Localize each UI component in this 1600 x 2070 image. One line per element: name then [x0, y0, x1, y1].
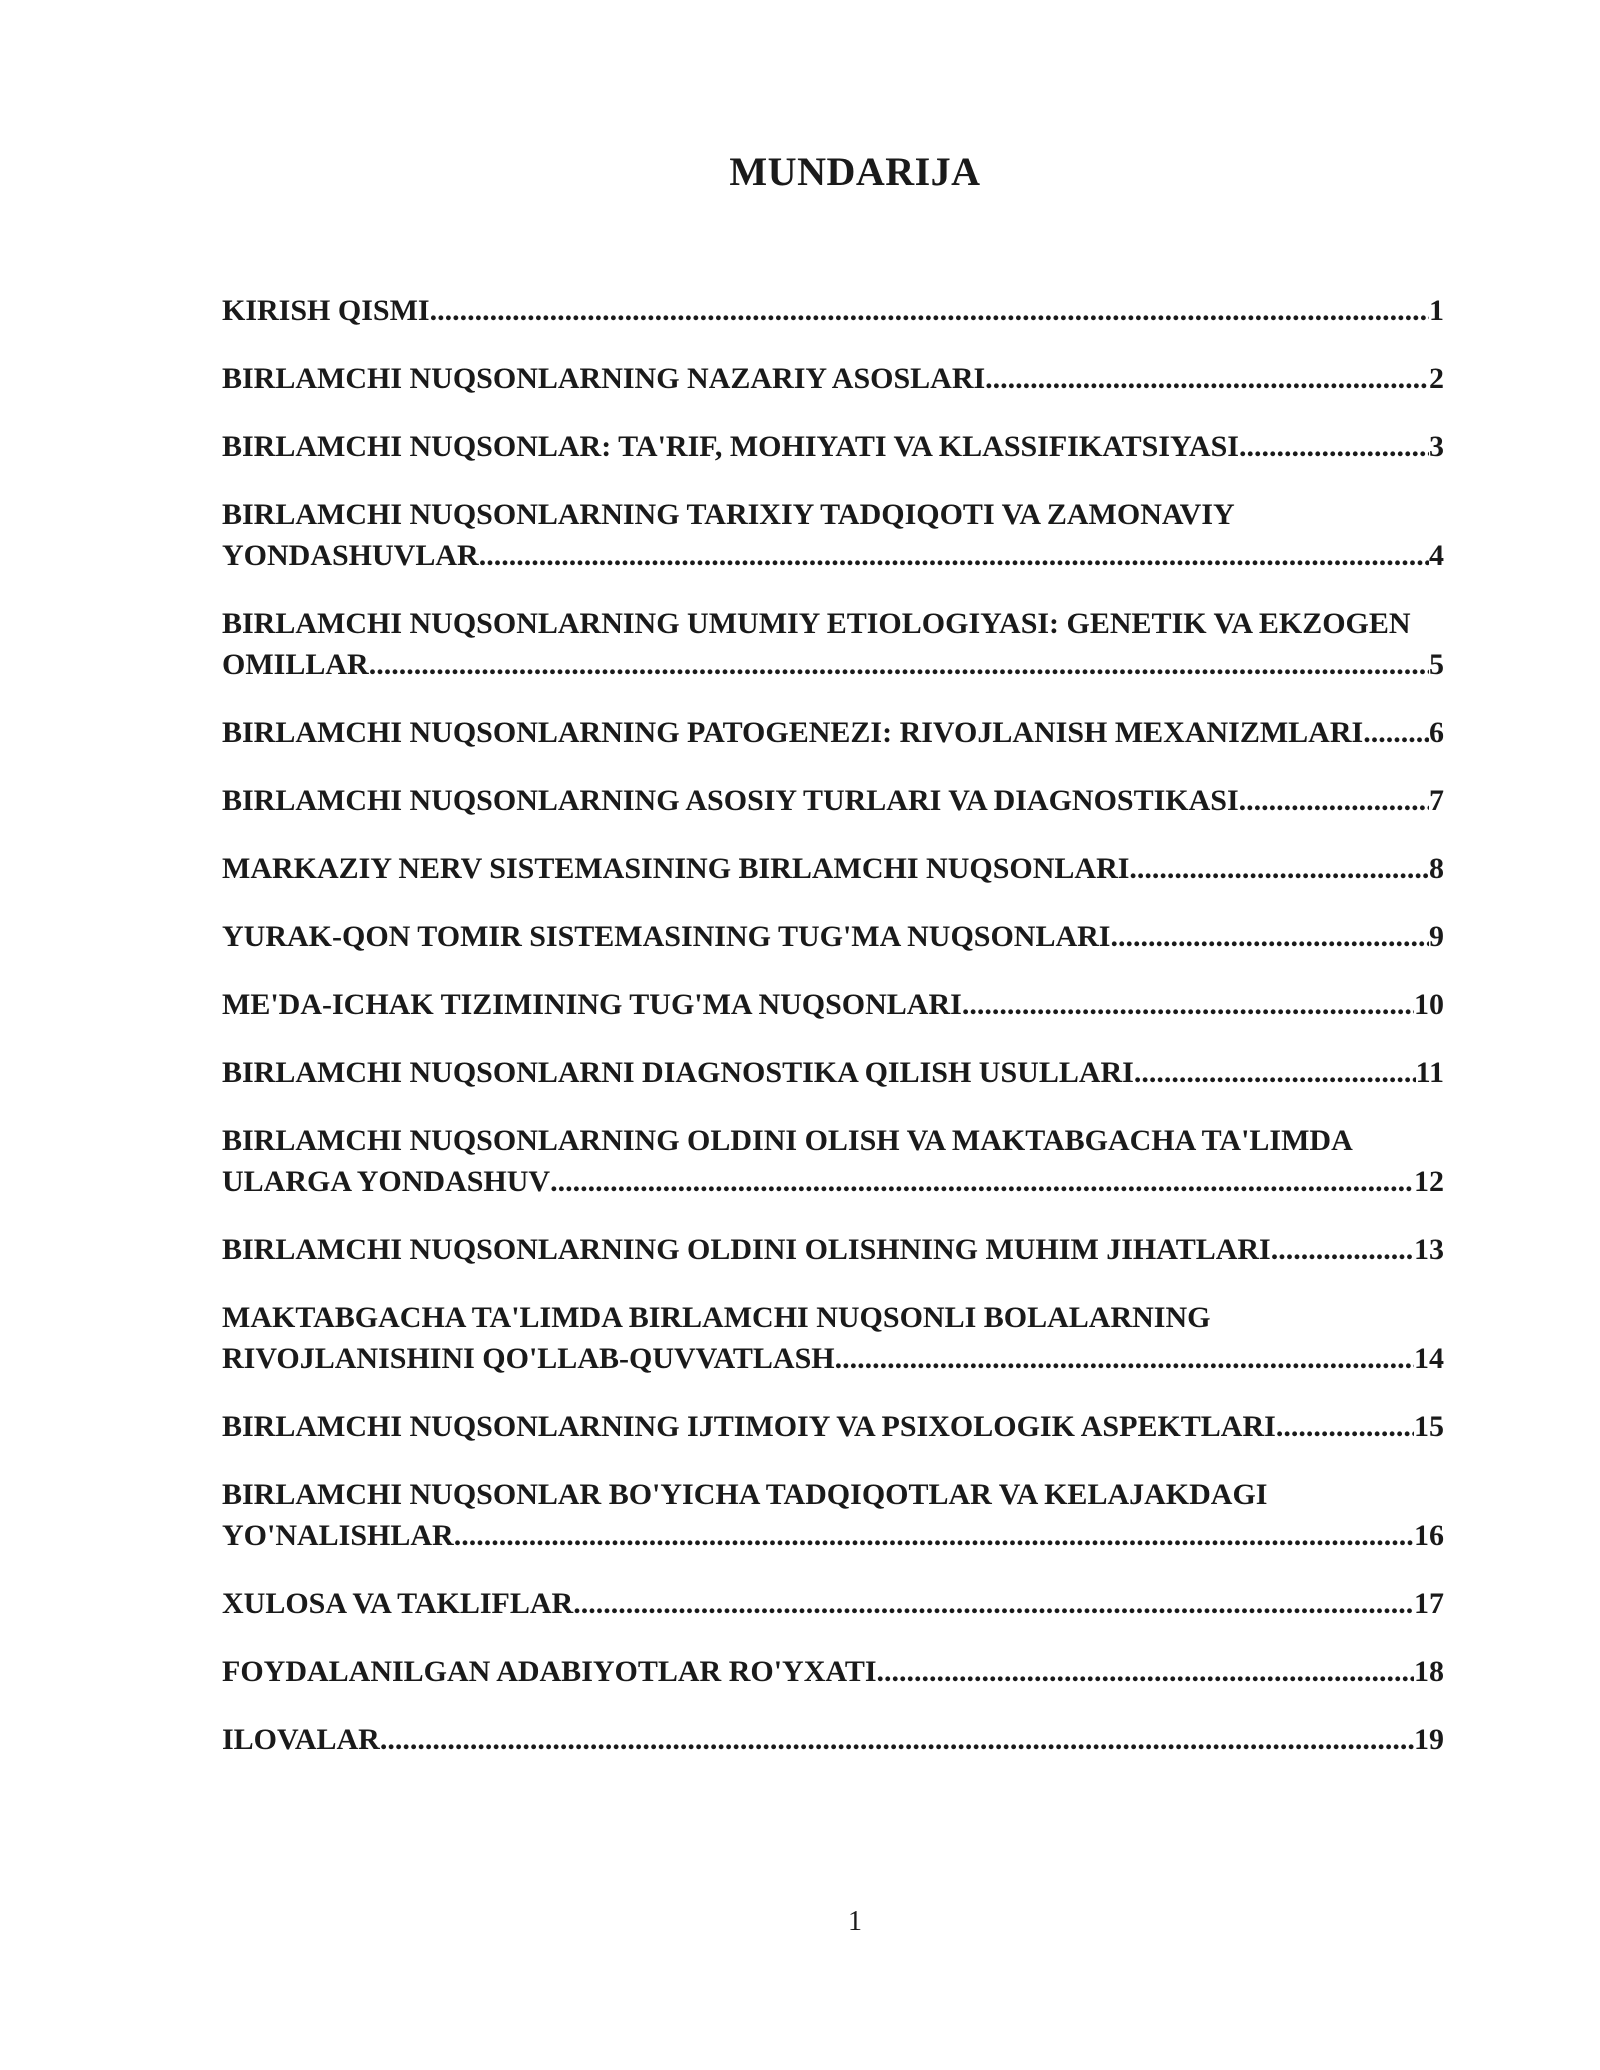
toc-entry-title-line1: BIRLAMCHI NUQSONLAR BO'YICHA TADQIQOTLAR VA KELAJAKDAGI [222, 1478, 1268, 1511]
toc-entry-page: 19 [1414, 1723, 1444, 1756]
toc-entry-page: 7 [1429, 784, 1444, 817]
toc-entry-line [222, 1719, 1444, 1760]
toc-leader-dots [550, 1161, 1414, 1202]
toc-entry-title: KIRISH QISMI [222, 294, 430, 327]
toc-entry-title: RIVOJLANISHINI QO'LLAB-QUVVATLASH [222, 1342, 835, 1375]
toc-entry-line [222, 780, 1444, 821]
toc-entry-page: 12 [1414, 1165, 1444, 1198]
toc-entry-title: MARKAZIY NERV SISTEMASINING BIRLAMCHI NUQSONLARI [222, 852, 1130, 885]
toc-entry[interactable] [222, 1052, 1442, 1093]
toc-entry[interactable] [222, 712, 1442, 753]
toc-entry[interactable] [222, 358, 1442, 399]
toc-entry-title: ILOVALAR [222, 1723, 380, 1756]
toc-entry-line [222, 916, 1444, 957]
toc-entry-line [222, 848, 1444, 889]
toc-entry[interactable] [222, 426, 1442, 467]
toc-entry-line [222, 1052, 1444, 1093]
toc-entry-title: ME'DA-ICHAK TIZIMINING TUG'MA NUQSONLARI [222, 988, 962, 1021]
toc-entry-line [222, 358, 1444, 399]
toc-entry-page: 14 [1414, 1342, 1444, 1375]
toc-leader-dots [1239, 780, 1429, 821]
toc-entry[interactable] [222, 1719, 1442, 1760]
toc-leader-dots [835, 1338, 1414, 1379]
toc-entry[interactable] [222, 1120, 1442, 1202]
toc-entry-page: 1 [1429, 294, 1444, 327]
toc-entry-title-line1: BIRLAMCHI NUQSONLARNING TARIXIY TADQIQOTI VA ZAMONAVIY [222, 498, 1235, 531]
toc-entry-page: 2 [1429, 362, 1444, 395]
toc-leader-dots [573, 1583, 1414, 1624]
toc-entry-line [222, 535, 1444, 576]
toc-entry[interactable] [222, 848, 1442, 889]
toc-entry[interactable] [222, 916, 1442, 957]
toc-entry-page: 10 [1414, 988, 1444, 1021]
toc-entry[interactable] [222, 1474, 1442, 1556]
toc-entry[interactable] [222, 1406, 1442, 1447]
toc-entry[interactable] [222, 290, 1442, 331]
toc-entry-title: BIRLAMCHI NUQSONLARNING IJTIMOIY VA PSIXOLOGIK ASPEKTLARI [222, 1410, 1276, 1443]
toc-entry-page: 8 [1429, 852, 1444, 885]
toc-entry-page: 4 [1429, 539, 1444, 572]
toc-entry-line [222, 712, 1444, 753]
toc-entry-line [222, 1515, 1444, 1556]
toc-entry-line [222, 290, 1444, 331]
toc-leader-dots [877, 1651, 1414, 1692]
toc-entry-line [222, 1651, 1444, 1692]
toc-entry-title-line1: MAKTABGACHA TA'LIMDA BIRLAMCHI NUQSONLI BOLALARNING [222, 1301, 1211, 1334]
toc-entry-page: 3 [1429, 430, 1444, 463]
toc-leader-dots [962, 984, 1414, 1025]
toc-entry-line [222, 1338, 1444, 1379]
toc-entry-title: BIRLAMCHI NUQSONLARNING NAZARIY ASOSLARI [222, 362, 986, 395]
toc-entry-title: YONDASHUVLAR [222, 539, 479, 572]
toc-leader-dots [1134, 1052, 1416, 1093]
toc-entry-title: BIRLAMCHI NUQSONLARNING OLDINI OLISHNING MUHIM JIHATLARI [222, 1233, 1271, 1266]
toc-entry-page: 16 [1414, 1519, 1444, 1552]
toc-entry-title: YURAK-QON TOMIR SISTEMASINING TUG'MA NUQSONLARI [222, 920, 1111, 953]
toc-leader-dots [454, 1515, 1414, 1556]
toc-entry-title-line1: BIRLAMCHI NUQSONLARNING UMUMIY ETIOLOGIYASI: GENETIK VA EKZOGEN [222, 607, 1411, 640]
toc-entry-line [222, 1161, 1444, 1202]
toc-entry-page: 18 [1414, 1655, 1444, 1688]
toc-entry-page: 17 [1414, 1587, 1444, 1620]
toc-leader-dots [1110, 916, 1429, 957]
toc-entry-title: XULOSA VA TAKLIFLAR [222, 1587, 574, 1620]
toc-entry-page: 11 [1415, 1056, 1444, 1089]
toc-entry-title: FOYDALANILGAN ADABIYOTLAR RO'YXATI [222, 1655, 877, 1688]
toc-entry[interactable] [222, 780, 1442, 821]
toc-entry-title: BIRLAMCHI NUQSONLARNING PATOGENEZI: RIVOJLANISH MEXANIZMLARI [222, 716, 1364, 749]
toc-entry-title: BIRLAMCHI NUQSONLAR: TA'RIF, MOHIYATI VA KLASSIFIKATSIYASI [222, 430, 1239, 463]
toc-entry-page: 15 [1414, 1410, 1444, 1443]
toc-entry[interactable] [222, 1297, 1442, 1379]
toc-entry-page: 6 [1429, 716, 1444, 749]
toc-entry[interactable] [222, 603, 1442, 685]
toc-leader-dots [985, 358, 1429, 399]
page-number: 1 [848, 1906, 862, 1937]
toc-leader-dots [1271, 1229, 1414, 1270]
toc-entry-line [222, 984, 1444, 1025]
toc-entry-page: 9 [1429, 920, 1444, 953]
toc-leader-dots [1363, 712, 1429, 753]
toc-leader-dots [1239, 426, 1429, 467]
toc-entry-line [222, 1229, 1444, 1270]
table-of-contents [222, 290, 1442, 1787]
toc-entry-title: YO'NALISHLAR [222, 1519, 454, 1552]
toc-entry-line [222, 1406, 1444, 1447]
toc-leader-dots [430, 290, 1429, 331]
toc-entry-line [222, 426, 1444, 467]
toc-entry[interactable] [222, 1651, 1442, 1692]
toc-entry-page: 13 [1414, 1233, 1444, 1266]
toc-entry[interactable] [222, 494, 1442, 576]
toc-entry-title: BIRLAMCHI NUQSONLARNI DIAGNOSTIKA QILISH USULLARI [222, 1056, 1134, 1089]
document-title: MUNDARIJA [729, 149, 981, 194]
toc-entry-title: BIRLAMCHI NUQSONLARNING ASOSIY TURLARI VA DIAGNOSTIKASI [222, 784, 1239, 817]
toc-entry-title-line1: BIRLAMCHI NUQSONLARNING OLDINI OLISH VA MAKTABGACHA TA'LIMDA [222, 1124, 1353, 1157]
toc-entry-title: ULARGA YONDASHUV [222, 1165, 551, 1198]
toc-entry-page: 5 [1429, 648, 1444, 681]
toc-entry[interactable] [222, 984, 1442, 1025]
toc-entry[interactable] [222, 1229, 1442, 1270]
toc-leader-dots [369, 644, 1429, 685]
toc-leader-dots [479, 535, 1429, 576]
toc-entry-line [222, 1583, 1444, 1624]
toc-entry-title: OMILLAR [222, 648, 369, 681]
toc-leader-dots [1276, 1406, 1414, 1447]
toc-entry[interactable] [222, 1583, 1442, 1624]
toc-leader-dots [380, 1719, 1414, 1760]
toc-leader-dots [1129, 848, 1429, 889]
toc-entry-line [222, 644, 1444, 685]
